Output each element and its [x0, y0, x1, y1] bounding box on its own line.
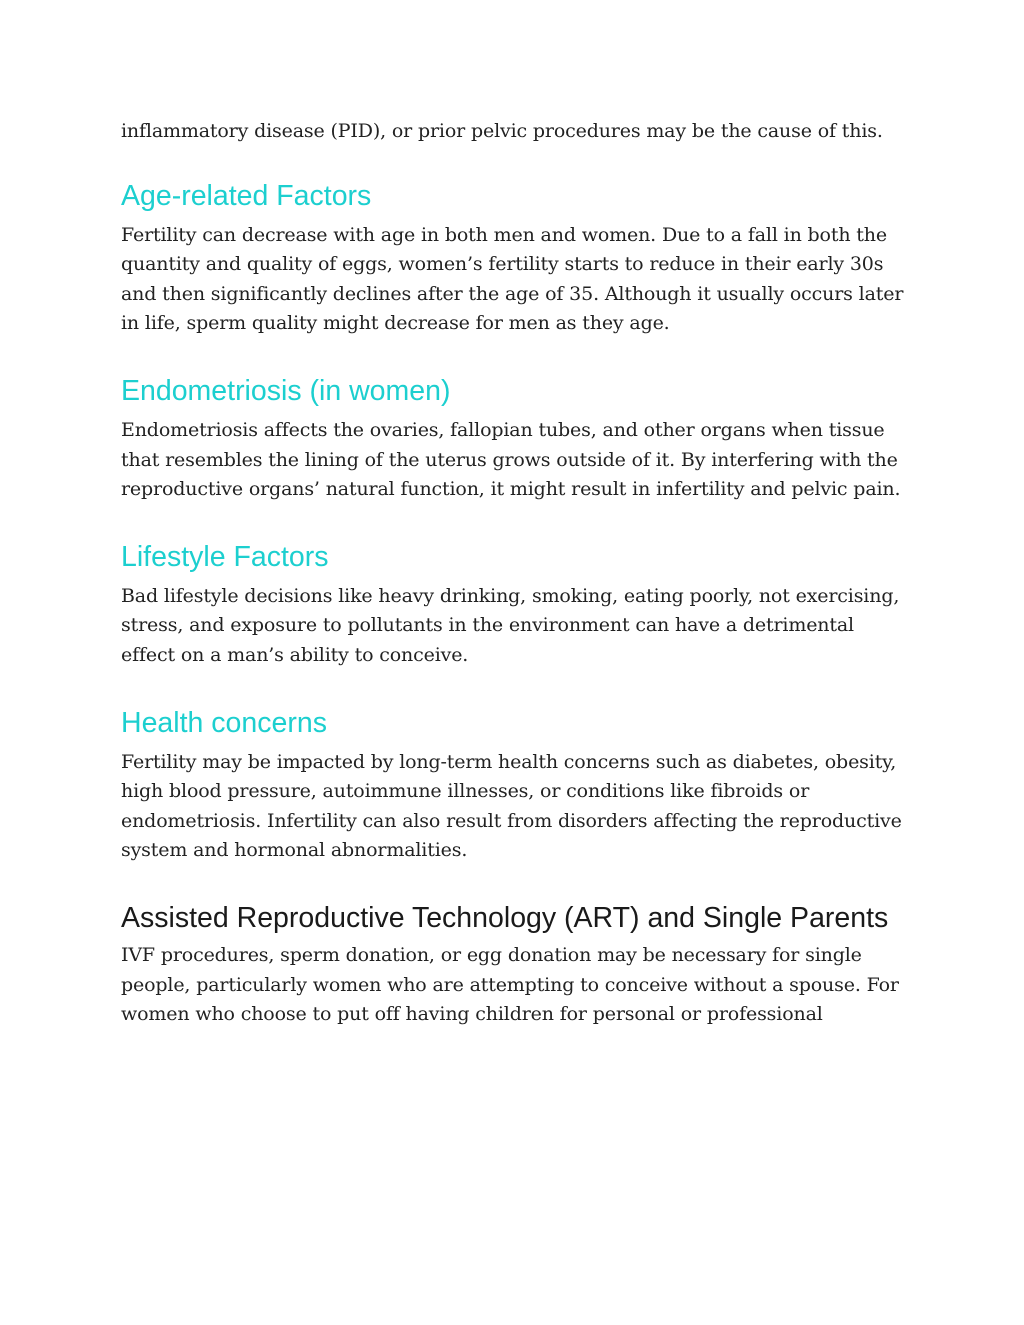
heading-endometriosis: Endometriosis (in women) — [121, 374, 451, 407]
document-page — [121, 117, 911, 1030]
heading-health-concerns: Health concerns — [121, 706, 327, 739]
paragraph-health-concerns: Fertility may be impacted by long-term health concerns such as diabetes, obesity, high blood pressure, autoimmune illnesses, or conditions like fibroids or endometriosis. Infertility can also result from disorders affecting the reproductive system and hormonal abnormalities. — [121, 750, 902, 862]
paragraph-endometriosis: Endometriosis affects the ovaries, fallopian tubes, and other organs when tissue that resembles the lining of the uterus grows outside of it. By interfering with the reproductive organs’ natural function, it might result in infertility and pelvic pain. — [121, 418, 901, 501]
paragraph-lifestyle-factors: Bad lifestyle decisions like heavy drinking, smoking, eating poorly, not exercising, stress, and exposure to pollutants in the environment can have a detrimental effect on a man’s ability to conceive. — [121, 584, 900, 666]
heading-age-related-factors: Age-related Factors — [121, 179, 372, 212]
heading-assisted-reproductive-technology: Assisted Reproductive Technology (ART) and Single Parents — [121, 901, 889, 934]
paragraph-assisted-reproductive-technology: IVF procedures, sperm donation, or egg donation may be necessary for single people, particularly women who are attempting to conceive without a spouse. For women who choose to put off having children for personal or professional — [121, 943, 899, 1026]
paragraph-age-related-factors: Fertility can decrease with age in both men and women. Due to a fall in both the quantity and quality of eggs, women’s fertility starts to reduce in their early 30s and then significantly declines after the age of 35. Although it usually occurs later in life, sperm quality might decrease for men as they age. — [121, 223, 904, 335]
intro-paragraph: inflammatory disease (PID), or prior pelvic procedures may be the cause of this. — [121, 120, 883, 142]
heading-lifestyle-factors: Lifestyle Factors — [121, 540, 329, 573]
